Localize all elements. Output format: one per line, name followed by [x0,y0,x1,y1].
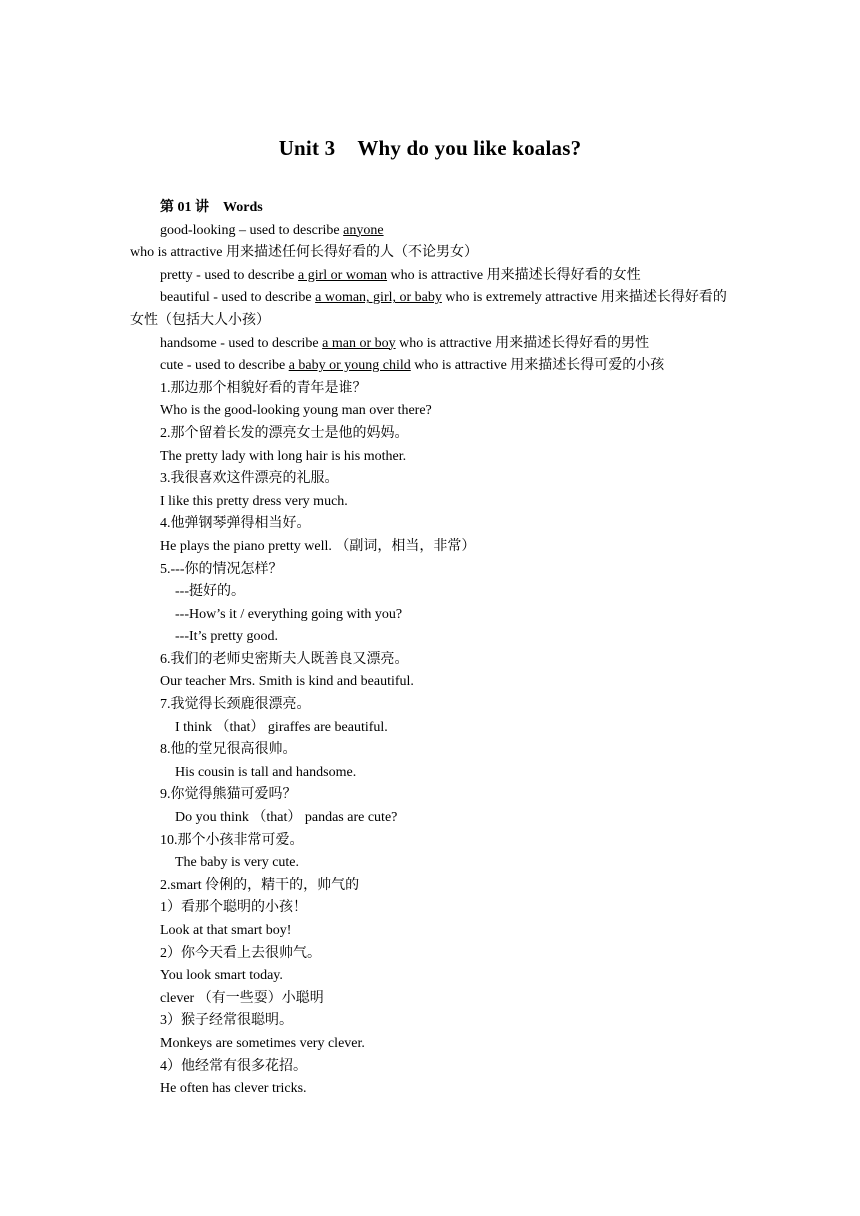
unit-label: Unit 3 [278,136,336,160]
example-line: 1.那边那个相貌好看的青年是谁？ [160,380,367,396]
example-line: 3.我很喜欢这件漂亮的礼服。 [160,471,339,487]
definition-handsome: handsome - used to describe a man or boy who is attractive 用来描述长得好看的男性 [160,335,650,351]
example-line: 10.那个小孩非常可爱。 [160,832,304,848]
example-line: 1）看那个聪明的小孩！ [160,900,307,916]
page-title [0,136,860,161]
example-line: Do you think （that） pandas are cute? [175,810,398,826]
document-body [130,197,735,1101]
example-line: 4.他弹钢琴弹得相当好。 [160,516,311,532]
section-heading: 第 01 讲 Words [160,200,263,215]
example-line: 7.我觉得长颈鹿很漂亮。 [160,697,311,713]
example-line: 3）猴子经常很聪明。 [160,1013,293,1029]
example-line: I like this pretty dress very much. [160,493,348,509]
example-line: ---挺好的。 [175,584,245,600]
example-line: The baby is very cute. [175,855,300,871]
example-line: 2）你今天看上去很帅气。 [160,945,321,961]
example-line: He often has clever tricks. [160,1081,307,1097]
example-line: You look smart today. [160,968,283,984]
example-line: Look at that smart boy! [160,923,292,938]
example-line: clever （有一些耍）小聪明 [160,990,324,1006]
example-line: ---How’s it / everything going with you? [175,606,403,622]
definition-good-looking: good-looking – used to describe anyone who is attractive 用来描述任何长得好看的人（不论男女） [130,222,479,261]
unit-title: Why do you like koalas? [357,136,582,160]
example-line: The pretty lady with long hair is his mother. [160,448,407,464]
example-line: He plays the piano pretty well. （副词，相当，非常） [160,538,476,554]
example-line: 4）他经常有很多花招。 [160,1058,307,1074]
definition-beautiful: beautiful - used to describe a woman, girl, or baby who is extremely attractive 用来描述长得好看的女性（包括大人小孩） [130,290,727,328]
example-line: Who is the good-looking young man over there? [160,403,432,419]
definition-pretty: pretty - used to describe a girl or woman who is attractive 用来描述长得好看的女性 [160,267,641,283]
example-line: 8.他的堂兄很高很帅。 [160,742,297,758]
example-line: 2.那个留着长发的漂亮女士是他的妈妈。 [160,425,409,441]
example-line: Our teacher Mrs. Smith is kind and beautiful. [160,674,414,690]
example-line: 5.---你的情况怎样？ [160,561,283,577]
example-line: ---It’s pretty good. [175,629,279,645]
example-line: 2.smart 伶俐的，精干的，帅气的 [160,877,360,893]
example-line: I think （that） giraffes are beautiful. [175,719,388,735]
example-line: Monkeys are sometimes very clever. [160,1035,365,1051]
definition-cute: cute - used to describe a baby or young child who is attractive 用来描述长得可爱的小孩 [160,358,665,374]
example-line: 9.你觉得熊猫可爱吗？ [160,787,297,803]
example-line: His cousin is tall and handsome. [175,764,357,780]
example-line: 6.我们的老师史密斯夫人既善良又漂亮。 [160,651,409,667]
